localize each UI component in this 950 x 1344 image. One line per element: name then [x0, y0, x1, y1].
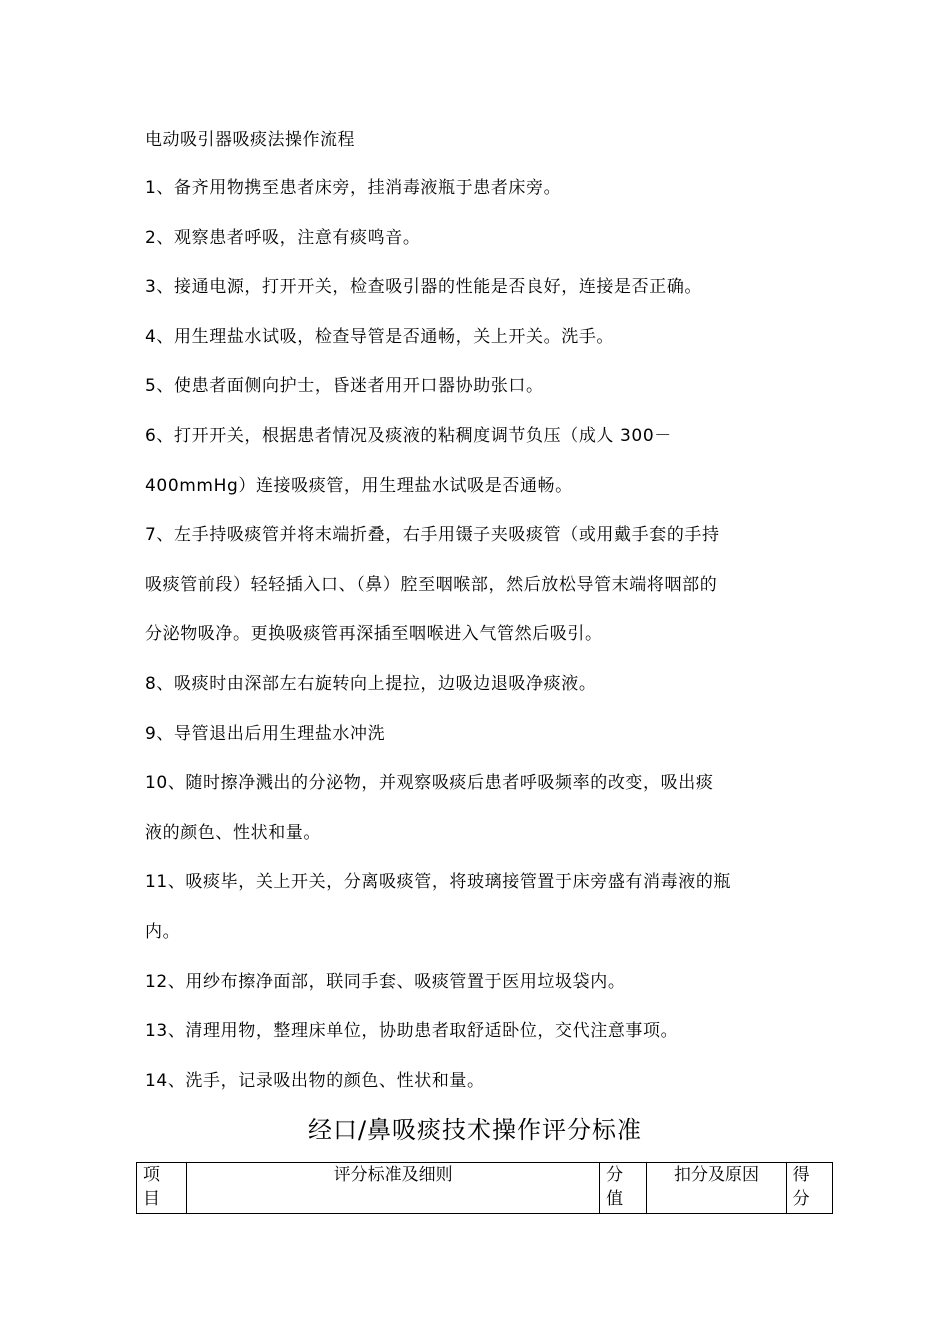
header-value-line2: 值: [606, 1189, 624, 1209]
procedure-steps: [145, 174, 825, 1116]
table-header-row: [137, 1163, 833, 1214]
header-item: [137, 1163, 187, 1214]
header-score-line1: 得: [792, 1165, 810, 1185]
step-line: 2、观察患者呼吸，注意有痰鸣音。: [145, 227, 421, 248]
step-line: 11、吸痰毕，关上开关，分离吸痰管，将玻璃接管置于床旁盛有消毒液的瓶: [145, 872, 732, 893]
step-line: 7、左手持吸痰管并将末端折叠，右手用镊子夹吸痰管（或用戴手套的手持: [145, 525, 720, 546]
step-line: 6、打开开关，根据患者情况及痰液的粘稠度调节负压（成人 300－: [145, 425, 672, 446]
scoring-section-title: 经口/鼻吸痰技术操作评分标准: [307, 1116, 643, 1144]
header-value: [600, 1163, 647, 1214]
header-item-line1: 项: [143, 1165, 160, 1185]
step-line: 分泌物吸净。更换吸痰管再深插至咽喉进入气管然后吸引。: [145, 624, 603, 645]
step-line: 10、随时擦净溅出的分泌物，并观察吸痰后患者呼吸频率的改变，吸出痰: [145, 773, 714, 794]
step-line: 9、导管退出后用生理盐水冲洗: [145, 723, 386, 744]
header-deduction: 扣分及原因: [647, 1163, 786, 1214]
step-line: 吸痰管前段）轻轻插入口、（鼻）腔至咽喉部，然后放松导管末端将咽部的: [145, 574, 718, 595]
header-score-line2: 分: [792, 1189, 810, 1209]
scoring-table: [136, 1162, 833, 1214]
document-title: 电动吸引器吸痰法操作流程: [145, 130, 355, 150]
step-line: 液的颜色、性状和量。: [145, 822, 321, 843]
step-line: 12、用纱布擦净面部，联同手套、吸痰管置于医用垃圾袋内。: [145, 971, 626, 992]
header-item-line2: 目: [143, 1189, 160, 1209]
header-standard: 评分标准及细则: [187, 1163, 600, 1214]
step-line: 内。: [145, 921, 181, 942]
step-line: 4、用生理盐水试吸，检查导管是否通畅，关上开关。洗手。: [145, 326, 615, 347]
step-line: 13、清理用物，整理床单位，协助患者取舒适卧位，交代注意事项。: [145, 1021, 679, 1042]
header-score: [786, 1163, 832, 1214]
step-line: 3、接通电源，打开开关，检查吸引器的性能是否良好，连接是否正确。: [145, 277, 703, 298]
step-line: 8、吸痰时由深部左右旋转向上提拉，边吸边退吸净痰液。: [145, 673, 597, 694]
step-line: 1、备齐用物携至患者床旁，挂消毒液瓶于患者床旁。: [145, 178, 562, 198]
step-line: 14、洗手，记录吸出物的颜色、性状和量。: [145, 1070, 485, 1091]
header-value-line1: 分: [606, 1165, 624, 1185]
step-line: 5、使患者面侧向护士，昏迷者用开口器协助张口。: [145, 376, 544, 397]
step-line: 400mmHg）连接吸痰管，用生理盐水试吸是否通畅。: [145, 475, 573, 496]
